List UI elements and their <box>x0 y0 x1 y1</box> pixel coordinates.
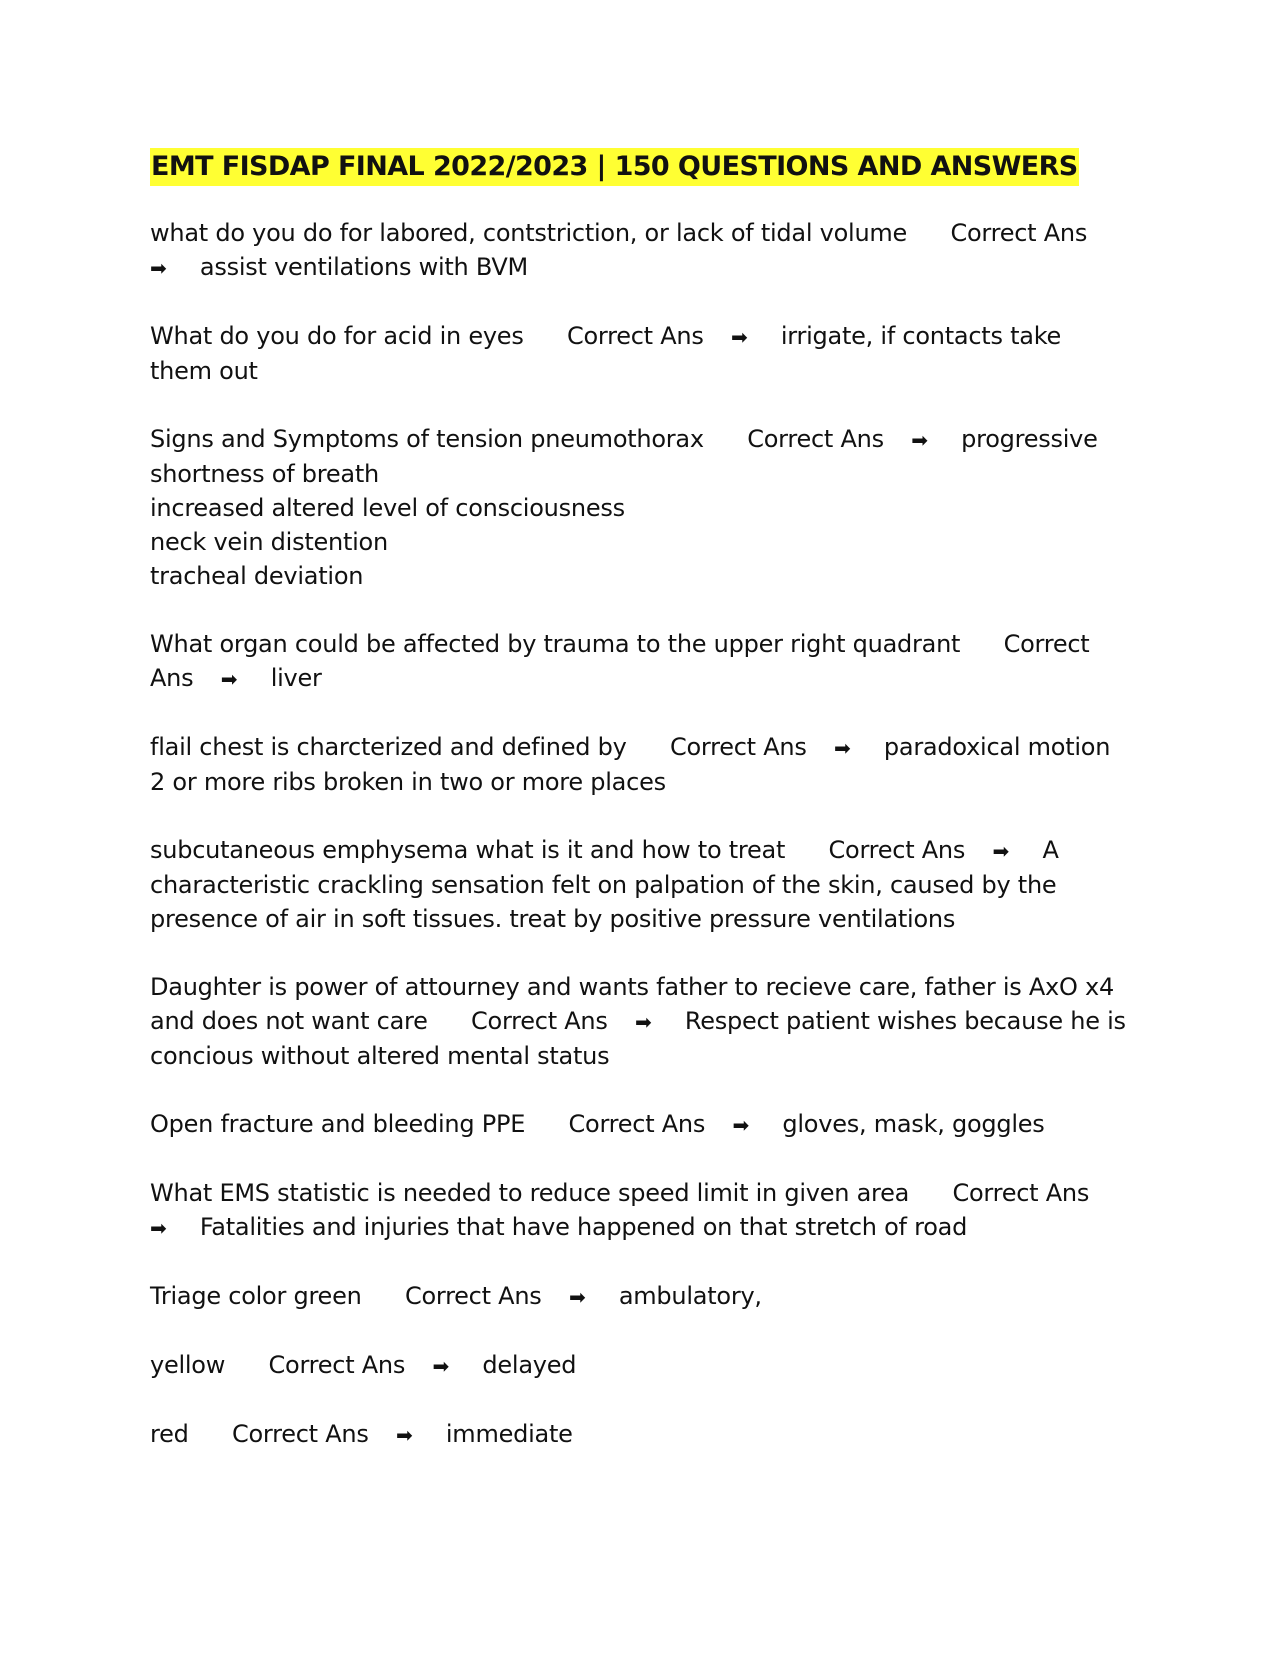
qa-first-line <box>150 319 1130 388</box>
document-page <box>150 148 1130 1486</box>
question-text: Triage color green <box>150 1282 362 1310</box>
qa-item <box>150 833 1130 936</box>
answer-text: liver <box>270 664 322 692</box>
correct-ans-label: Correct Ans <box>231 1420 369 1448</box>
correct-ans-label: Correct Ans <box>747 425 884 453</box>
qa-first-line <box>150 1107 1130 1142</box>
arrow-right-icon: ➡ <box>432 1354 450 1378</box>
question-text: subcutaneous emphysema what is it and how to treat <box>150 836 786 864</box>
answer-extra-line: neck vein distention <box>150 528 388 556</box>
arrow-right-icon: ➡ <box>911 428 928 452</box>
answer-text: Respect patient wishes because he is concious without altered mental status <box>150 1007 1126 1070</box>
question-text: yellow <box>150 1351 226 1379</box>
question-text: What organ could be affected by trauma to the upper right quadrant <box>150 630 961 658</box>
qa-item <box>150 216 1130 285</box>
answer-text: gloves, mask, goggles <box>782 1110 1045 1138</box>
arrow-right-icon: ➡ <box>833 736 851 760</box>
correct-ans-label: Correct Ans <box>950 219 1088 247</box>
qa-item <box>150 319 1130 388</box>
qa-first-line <box>150 1176 1130 1245</box>
qa-first-line <box>150 833 1130 936</box>
arrow-right-icon: ➡ <box>992 839 1010 863</box>
qa-item <box>150 627 1130 696</box>
correct-ans-label: Correct Ans <box>404 1282 542 1310</box>
correct-ans-label: Correct Ans <box>828 836 966 864</box>
question-text: What do you do for acid in eyes <box>150 322 524 350</box>
qa-first-line <box>150 216 1130 285</box>
answer-text: immediate <box>445 1420 573 1448</box>
qa-first-line <box>150 730 1130 765</box>
question-text: red <box>150 1420 189 1448</box>
correct-ans-label: Correct Ans <box>669 733 807 761</box>
qa-first-line <box>150 422 1130 491</box>
qa-item <box>150 1176 1130 1245</box>
arrow-right-icon: ➡ <box>635 1010 652 1034</box>
question-text: what do you do for labored, contstriction, or lack of tidal volume <box>150 219 908 247</box>
correct-ans-label: Correct Ans <box>566 322 704 350</box>
answer-text: progressive shortness of breath <box>150 425 1098 488</box>
qa-item <box>150 1107 1130 1142</box>
answer-extra-line: tracheal deviation <box>150 562 364 590</box>
question-text: Open fracture and bleeding PPE <box>150 1110 526 1138</box>
correct-ans-label: Correct Ans <box>471 1007 608 1035</box>
answer-extra-line: 2 or more ribs broken in two or more places <box>150 768 666 796</box>
answer-text: Fatalities and injuries that have happened on that stretch of road <box>199 1213 968 1241</box>
arrow-right-icon: ➡ <box>150 256 167 280</box>
qa-first-line <box>150 1417 1130 1452</box>
arrow-right-icon: ➡ <box>568 1285 586 1309</box>
question-text: Signs and Symptoms of tension pneumothorax <box>150 425 704 453</box>
qa-item <box>150 1417 1130 1452</box>
qa-item <box>150 422 1130 593</box>
qa-item <box>150 730 1130 799</box>
answer-text: A characteristic crackling sensation felt on palpation of the skin, caused by the presence of air in soft tissues. treat by positive pressure ventilations <box>150 836 1059 933</box>
qa-item <box>150 1279 1130 1314</box>
answer-text: paradoxical motion <box>883 733 1111 761</box>
qa-item <box>150 970 1130 1073</box>
answer-text: ambulatory, <box>618 1282 762 1310</box>
correct-ans-label: Correct Ans <box>952 1179 1090 1207</box>
document-title: EMT FISDAP FINAL 2022/2023 | 150 QUESTIONS AND ANSWERS <box>150 148 1079 186</box>
correct-ans-label: Correct Ans <box>268 1351 406 1379</box>
question-text: flail chest is charcterized and defined by <box>150 733 627 761</box>
qa-first-line <box>150 1348 1130 1383</box>
answer-text: assist ventilations with BVM <box>199 253 528 281</box>
arrow-right-icon: ➡ <box>395 1423 413 1447</box>
arrow-right-icon: ➡ <box>730 325 748 349</box>
question-text: What EMS statistic is needed to reduce speed limit in given area <box>150 1179 910 1207</box>
question-text: Daughter is power of attourney and wants father to recieve care, father is AxO x4 and does not want care <box>150 973 1114 1035</box>
arrow-right-icon: ➡ <box>732 1113 750 1137</box>
qa-first-line <box>150 627 1130 696</box>
arrow-right-icon: ➡ <box>150 1216 167 1240</box>
qa-first-line <box>150 970 1130 1073</box>
qa-first-line <box>150 1279 1130 1314</box>
arrow-right-icon: ➡ <box>220 667 238 691</box>
answer-text: delayed <box>482 1351 577 1379</box>
qa-item <box>150 1348 1130 1383</box>
answer-text: irrigate, if contacts take them out <box>150 322 1062 385</box>
answer-extra-line: increased altered level of consciousness <box>150 494 625 522</box>
qa-list <box>150 216 1130 1452</box>
correct-ans-label: Correct Ans <box>568 1110 706 1138</box>
correct-ans-label: Correct Ans <box>150 630 1090 692</box>
